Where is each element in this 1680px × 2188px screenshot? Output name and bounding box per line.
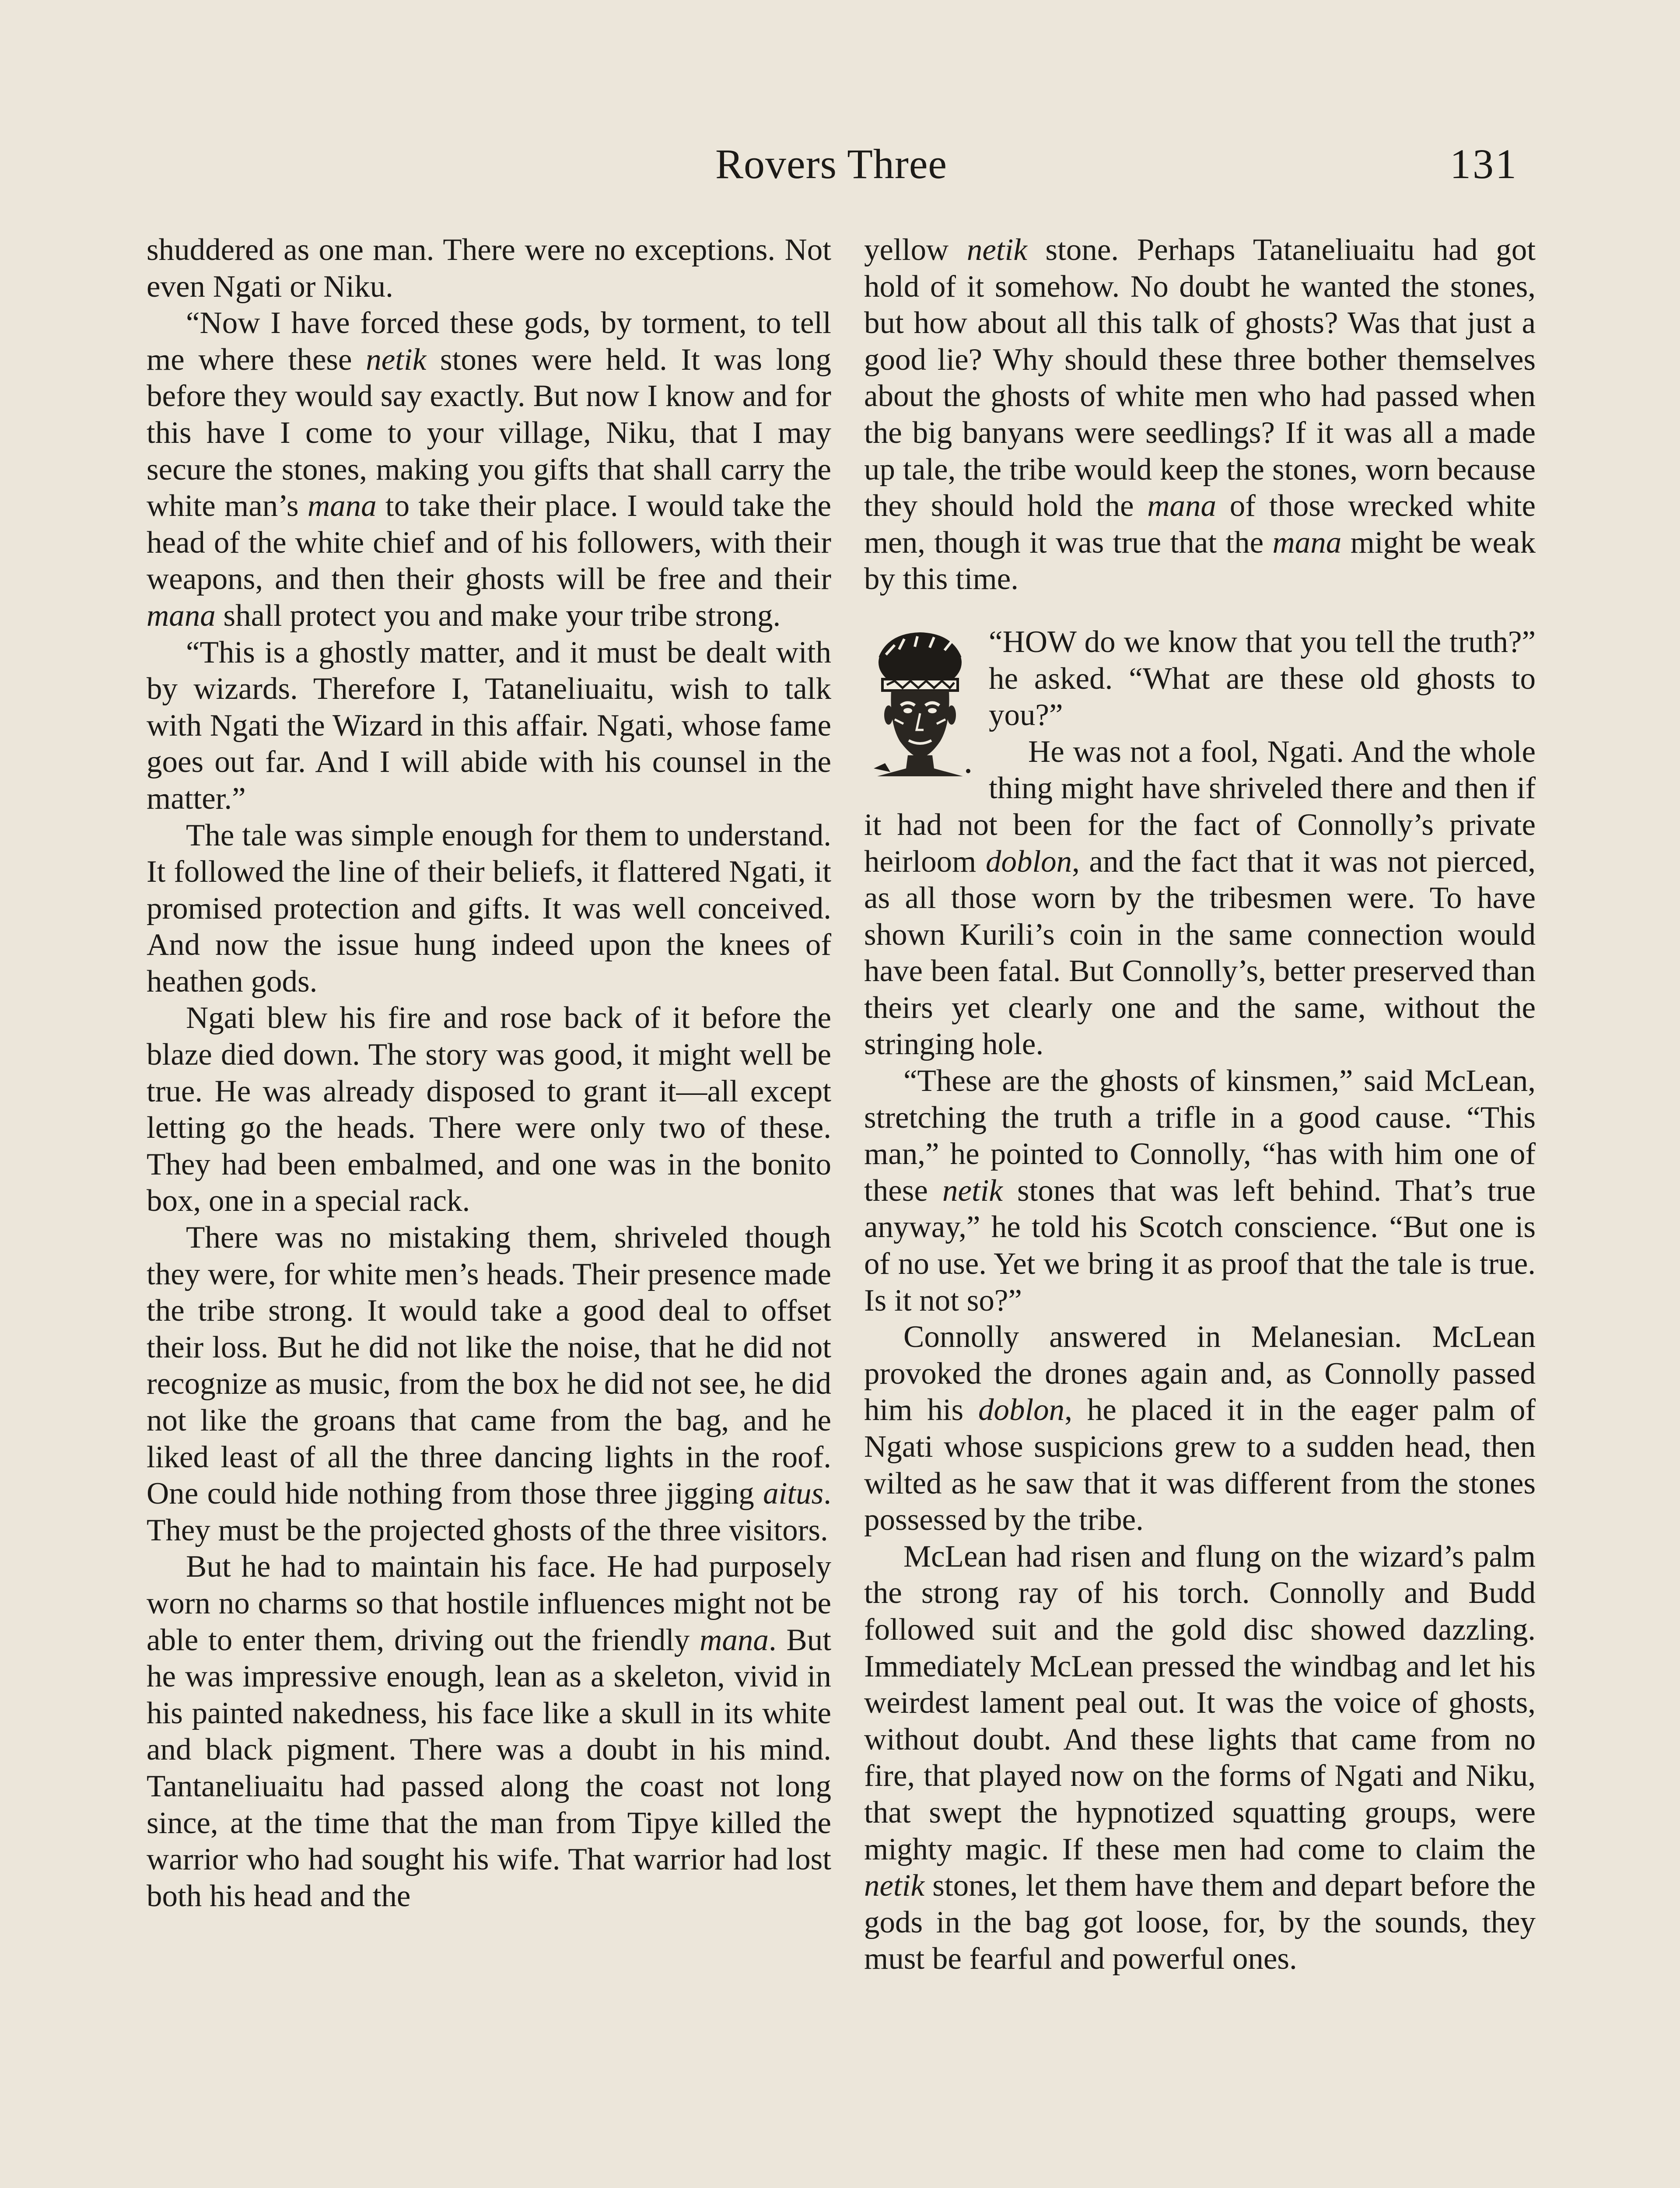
paragraph: yellow netik stone. Perhaps Tataneliuaitu had got hold of it somehow. No doubt he wanted the stones, but how about all this talk of ghosts? Was that just a good lie? Why should these three bother themselves about the ghosts of white men who had passed when the big banyans were seedlings? If it was all a made up tale, the tribe would keep the stones, worn because they should hold the mana of those wrecked white men, though it was true that the mana might be weak by this time. <box>864 233 1536 596</box>
paragraph: He was not a fool, Ngati. And the whole thing might have shriveled there and then if it had not been for the fact of Connolly’s private heirloom doblon, and the fact that it was not pierced, as all those worn by the tribesmen were. To have shown Kurili’s coin in the same connection would have been fatal. But Connolly’s, better preserved than theirs yet clearly one and the same, without the stringing hole. <box>864 734 1536 1062</box>
right-column <box>864 232 1536 1978</box>
paragraph: There was no mistaking them, shriveled though they were, for white men’s heads. Their presence made the tribe strong. It would take a good deal to offset their loss. But he did not like the noise, that he did not recognize as music, from the box he did not see, he did not like the groans that came from the bag, and he liked least of all the three dancing lights in the roof. One could hide nothing from those three jigging aitus. They must be the projected ghosts of the three visitors. <box>147 1220 831 1547</box>
paragraph: “These are the ghosts of kinsmen,” said McLean, stretching the truth a trifle in a good cause. “This man,” he pointed to Connolly, “has with him one of these netik stones that was left behind. That’s true anyway,” he told his Scotch conscience. “But one is of no use. Yet we bring it as proof that the tale is true. Is it not so?” <box>864 1064 1536 1318</box>
wizard-portrait-illustration <box>864 632 976 778</box>
paragraph: “HOW do we know that you tell the truth?” he asked. “What are these old ghosts to you?” <box>864 624 1536 734</box>
running-head <box>144 140 1518 188</box>
running-title: Rovers Three <box>715 140 948 187</box>
paragraph: shuddered as one man. There were no exceptions. Not even Ngati or Niku. <box>147 233 831 304</box>
page-number: 131 <box>1450 140 1518 187</box>
paragraph: Connolly answered in Melanesian. McLean provoked the drones again and, as Connolly passed him his doblon, he placed it in the eager palm of Ngati whose suspicions grew to a sudden head, then wilted as he saw that it was different from the stones possessed by the tribe. <box>864 1320 1536 1537</box>
paragraph: But he had to maintain his face. He had purposely worn no charms so that hostile influences might not be able to enter them, driving out the friendly mana. But he was impressive enough, lean as a skeleton, vivid in his painted nakedness, his face like a skull in its white and black pigment. There was a doubt in his mind. Tantaneliuaitu had passed along the coast not long since, at the time that the man from Tipye killed the warrior who had sought his wife. That warrior had lost both his head and the <box>147 1550 831 1913</box>
paragraph: “This is a ghostly matter, and it must be dealt with by wizards. Therefore I, Tataneliuaitu, wish to talk with Ngati the Wizard in this affair. Ngati, whose fame goes out far. And I will abide with his counsel in the matter.” <box>147 635 831 816</box>
paragraph: Ngati blew his fire and rose back of it before the blaze died down. The story was good, it might well be true. He was already disposed to grant it—all except letting go the heads. There were only two of these. They had been embalmed, and one was in the bonito box, one in a special rack. <box>147 1001 831 1218</box>
left-column <box>147 232 831 1914</box>
paragraph: McLean had risen and flung on the wizard’s palm the strong ray of his torch. Connolly and Budd followed suit and the gold disc showed dazzling. Immediately McLean pressed the windbag and let his weirdest lament peal out. It was the voice of ghosts, without doubt. And these lights that came from no fire, that played now on the forms of Ngati and Niku, that swept the hypnotized squatting groups, were mighty magic. If these men had come to claim the netik stones, let them have them and depart before the gods in the bag got loose, for, by the sounds, they must be fearful and powerful ones. <box>864 1539 1536 1976</box>
paragraph: The tale was simple enough for them to understand. It followed the line of their beliefs, it flattered Ngati, it promised protection and gifts. It was well conceived. And now the issue hung indeed upon the knees of heathen gods. <box>147 818 831 999</box>
paragraph: “Now I have forced these gods, by torment, to tell me where these netik stones were held. It was long before they would say exactly. But now I know and for this have I come to your village, Niku, that I may secure the stones, making you gifts that shall carry the white man’s mana to take their place. I would take the head of the white chief and of his followers, with their weapons, and then their ghosts will be free and their mana shall protect you and make your tribe strong. <box>147 306 831 633</box>
